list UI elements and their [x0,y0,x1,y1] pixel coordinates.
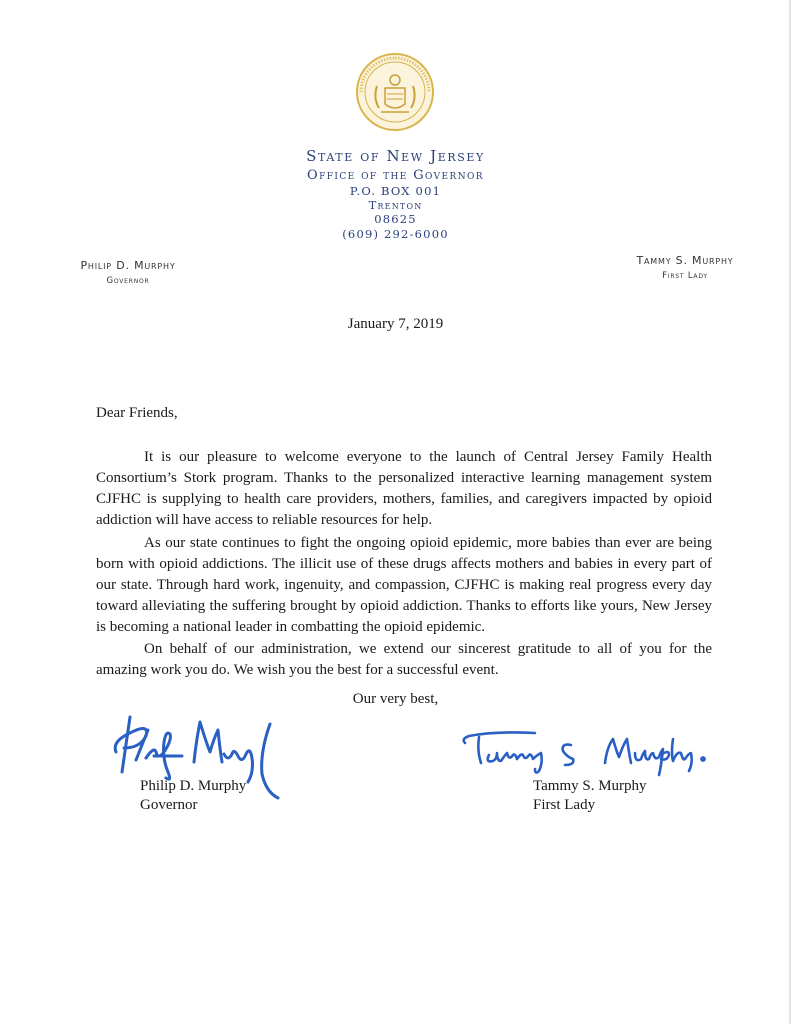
header-governor-block [58,259,198,286]
letterhead-zip: 08625 [374,212,417,226]
body-paragraph-2: As our state continues to fight the ongoing opioid epidemic, more babies than ever are being born with opioid addictions. The illicit use of these drugs affects mothers and babies in every part of our state. Through hard work, ingenuity, and compassion, CJFHC is making real progress every day toward alleviating the suffering brought by opioid addiction. Thanks to efforts like yours, New Jersey is becoming a national leader in combatting the opioid epidemic. [96,535,712,635]
letterhead-phone: (609) 292-6000 [342,227,449,241]
body-paragraph-1: It is our pleasure to welcome everyone to the launch of Central Jersey Family Health Consortium’s Stork program. Thanks to the personalized interactive learning management system CJFHC is supplying to health care providers, mothers, families, and caregivers impacted by opioid addiction will have access to reliable resources for help. [96,449,712,528]
governor-signer-block [140,777,246,815]
salutation: Dear Friends, [96,405,178,421]
state-seal-icon [355,52,435,132]
first-lady-signer-title: First Lady [533,797,596,813]
closing: Our very best, [352,691,439,707]
letterhead-po-box: P.O. BOX 001 [349,184,442,198]
letterhead-state: State of New Jersey [306,147,485,165]
body-paragraph-3: On behalf of our administration, we extend our sincerest gratitude to all of you for the amazing work you do. We wish you the best for a successful event. [96,641,712,678]
letterhead-city: Trenton [368,198,423,212]
governor-signer-name: Philip D. Murphy [140,778,247,794]
header-governor-name: Philip D. Murphy [80,259,176,272]
header-governor-title: Governor [106,276,150,286]
header-first-lady-name: Tammy S. Murphy [636,254,734,267]
first-lady-signer-name: Tammy S. Murphy [533,778,647,794]
letterhead-office: Office of the Governor [307,168,484,183]
governor-signer-title: Governor [140,797,198,813]
header-first-lady-block [610,254,760,281]
letter-date: January 7, 2019 [347,316,444,332]
first-lady-signature [455,727,710,777]
header-first-lady-title: First Lady [662,271,708,281]
first-lady-signer-block [533,777,647,815]
